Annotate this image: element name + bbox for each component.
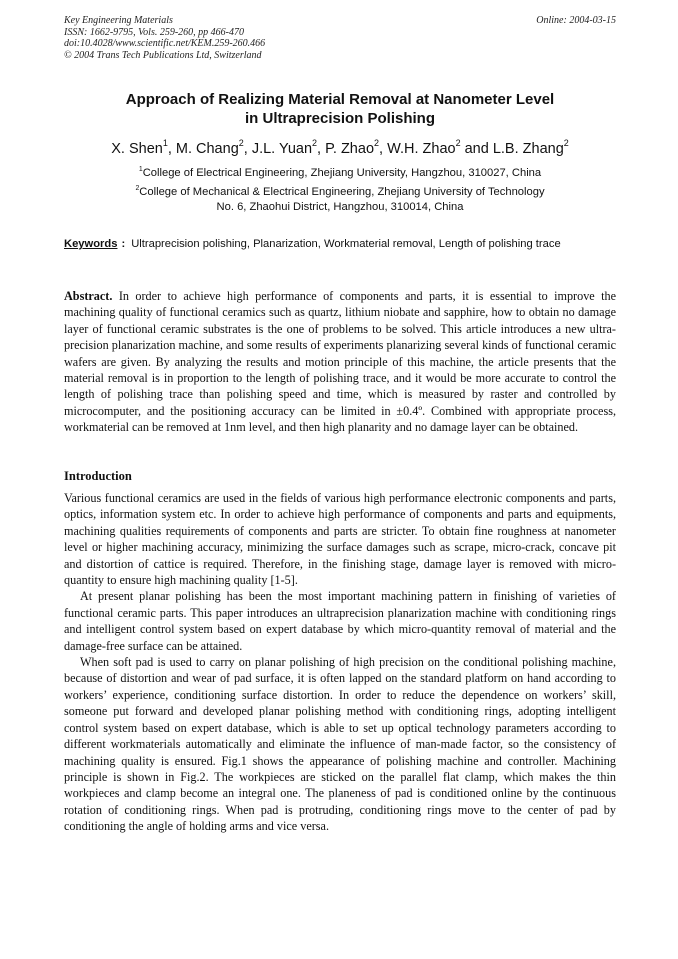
author-separator: ,	[167, 141, 176, 157]
author-affiliation-mark: 2	[238, 138, 244, 149]
intro-paragraph: At present planar polishing has been the most important machining pattern in finishing of varieties of functional ceramic parts. This paper introduces an ultraprecision planarization machine with conditioning rings and intelligent control system based on expert database by which micro-quantity removal of material and the damage-free surface can be attained.	[64, 589, 616, 653]
affiliation-address: No. 6, Zhaohui District, Hangzhou, 310014, China	[216, 201, 464, 213]
online-date: Online: 2004-03-15	[536, 15, 616, 26]
keywords-label: Keywords	[64, 238, 118, 250]
author-affiliation-mark: 2	[563, 138, 569, 149]
copyright-line: © 2004 Trans Tech Publications Ltd, Switzerland	[64, 49, 262, 61]
issn-line: ISSN: 1662-9795, Vols. 259-260, pp 466-470	[64, 26, 244, 38]
paper-title	[64, 90, 616, 128]
keywords-text: Ultraprecision polishing, Planarization, Workmaterial removal, Length of polishing trace	[131, 238, 561, 250]
author-affiliation-mark: 2	[455, 138, 461, 149]
journal-header	[64, 15, 616, 61]
intro-paragraph: When soft pad is used to carry on planar polishing of high precision on the conditional polishing machine, because of distortion and wear of pad surface, it is often lapped on the standard platform on hand according to workers’ experience, conditioning surface distortion. In order to reduce the dependence on workers’ skill, someone put forward and developed planar polishing method with conditioning rings, adopting intelligent control system based on expert database, which is able to set up optical technology parameters according to different workmaterials automatically and eliminate the influence of man-made factor, so the consistency of machining quality is ensured. Fig.1 shows the appearance of polishing machine and controller. Machining principle is shown in Fig.2. The workpieces are sticked on the parallel flat clamp, which makes the thin workpieces and clamp become an integral one. The planeness of pad is conditioned online by the continuous rotation of conditioning rings. When pad is protruding, conditioning rings move to the center of pad by conditioning the angle of holding arms and vice versa.	[64, 655, 616, 834]
doi-line: doi:10.4028/www.scientific.net/KEM.259-260.466	[64, 38, 266, 49]
abstract-text: In order to achieve high performance of components and parts, it is essential to improve the machining quality of functional ceramics such as quartz, lithium niobate and sapphire, how to obtain no damage layer of functional ceramic substrates is the one of problems to be solved. This article introduces a new ultra-precision planarization machine, and some results of experiments planarizing several kinds of functional ceramic wafers are given. By analyzing the results and motion principle of this machine, the article presents that the material removal is in proportion to the length of polishing trace, and it would be more accurate to control the length of polishing trace than polishing speed and time, which is measured by raster and controlled by microcomputer, and the positioning accuracy can be limited in ±0.4º. Combined with appropriate process, workmaterial can be removed at 1nm level, and then high planarity and no damage layer can be obtained.	[64, 289, 616, 435]
author-name: P. Zhao	[325, 141, 375, 157]
author-name: J.L. Yuan	[251, 141, 313, 157]
introduction-body	[64, 490, 616, 835]
title-line-2: in Ultraprecision Polishing	[244, 110, 436, 127]
affiliation-mark: 1	[138, 165, 143, 173]
introduction-heading: Introduction	[64, 469, 132, 483]
author-name: L.B. Zhang	[492, 141, 564, 157]
intro-paragraph: Various functional ceramics are used in the fields of various high performance electronic components and parts, optics, information system etc. In order to achieve high performance of components and parts and equipments, machining qualities requirements of components and parts are stricter. To obtain fine roughness at nanometer level or higher machining accuracy, minimizing the surface damages such as scrape, micro-crack, concave pit and distortion of cattice is required. Therefore, in the finishing stage, damage layer is removed with micro-quantity to ensure high machining quality [1-5].	[64, 491, 616, 588]
affiliation-text: College of Electrical Engineering, Zhejiang University, Hangzhou, 310027, China	[142, 167, 542, 179]
author-name: M. Chang	[175, 141, 239, 157]
author-affiliation-mark: 2	[374, 138, 380, 149]
abstract-block	[64, 288, 616, 436]
affiliation-text: College of Mechanical & Electrical Engineering, Zhejiang University of Technology	[139, 186, 545, 198]
author-separator: ,	[317, 141, 326, 157]
author-separator: ,	[243, 141, 252, 157]
affiliation-2	[64, 185, 616, 215]
journal-name: Key Engineering Materials	[64, 15, 173, 26]
affiliation-1	[64, 166, 616, 181]
author-name: W.H. Zhao	[387, 141, 456, 157]
affiliation-mark: 2	[135, 184, 140, 192]
keywords-colon: :	[121, 238, 126, 250]
author-name: X. Shen	[111, 141, 163, 157]
author-separator: ,	[379, 141, 388, 157]
author-separator: and	[460, 141, 493, 157]
title-line-1: Approach of Realizing Material Removal at Nanometer Level	[125, 91, 555, 108]
keywords-block	[64, 237, 616, 252]
author-affiliation-mark: 2	[312, 138, 318, 149]
author-affiliation-mark: 1	[162, 138, 168, 149]
abstract-label: Abstract.	[64, 289, 113, 303]
author-list	[64, 139, 616, 159]
